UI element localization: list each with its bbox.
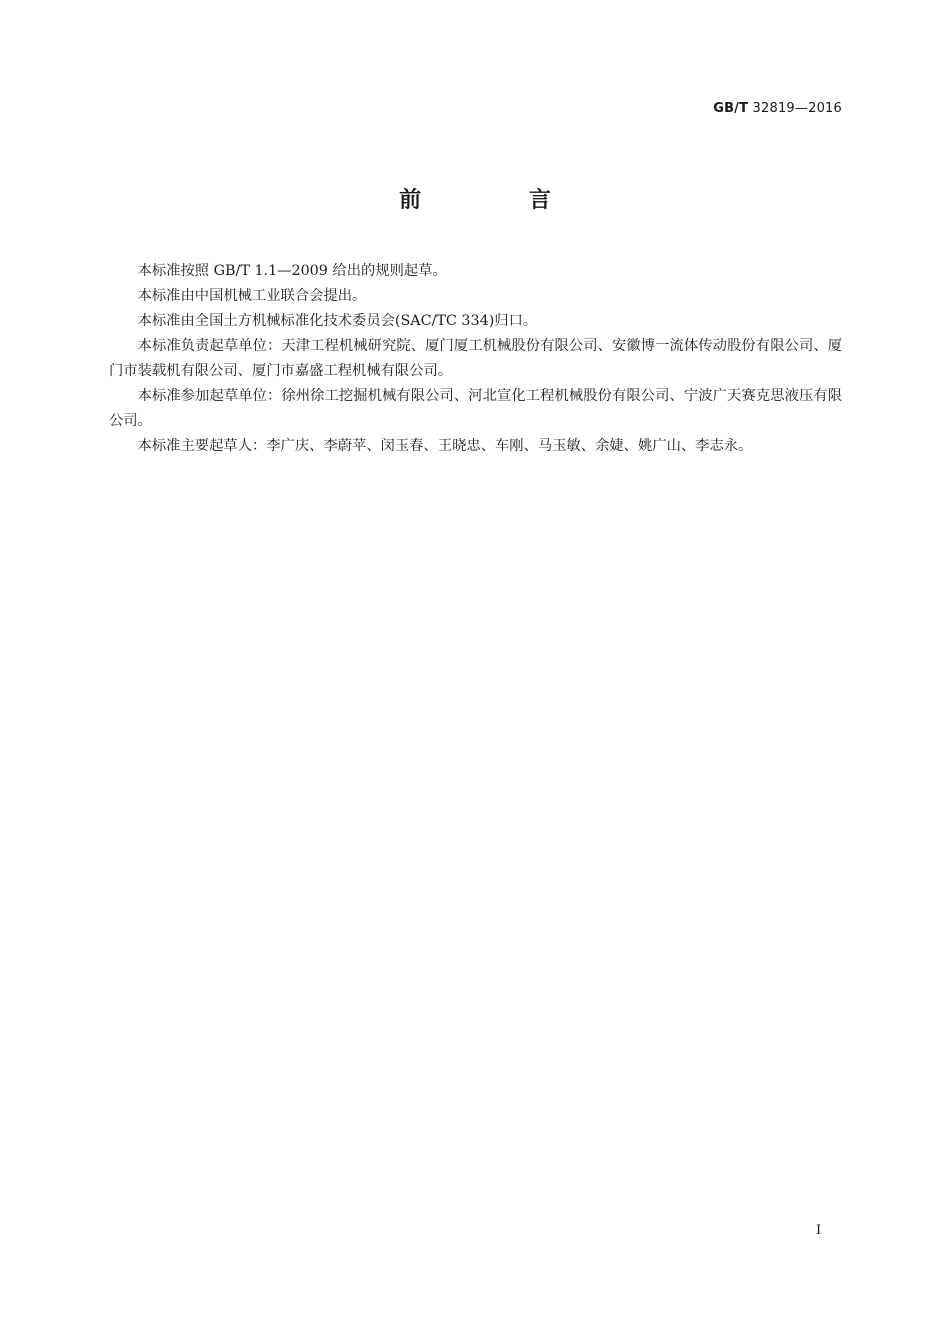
paragraph-main-drafters: 本标准主要起草人：李广庆、李蔚苹、闵玉春、王晓忠、车刚、马玉敏、余婕、姚广山、李志永。 (137, 438, 753, 454)
standard-code: GB/T (713, 101, 749, 116)
paragraph-proposed-by: 本标准由中国机械工业联合会提出。 (137, 288, 367, 304)
paragraph-main-drafters-units: 本标准负责起草单位：天津工程机械研究院、厦门厦工机械股份有限公司、安徽博一流体传动股份有限公司、厦门市装载机有限公司、厦门市嘉盛工程机械有限公司。 (109, 338, 842, 379)
foreword-body (109, 259, 842, 459)
paragraph-under-jurisdiction: 本标准由全国土方机械标准化技术委员会(SAC/TC 334)归口。 (137, 313, 538, 329)
standard-number (713, 101, 842, 116)
standard-year-number: 32819—2016 (752, 101, 842, 116)
page-title: 前 言 (399, 188, 601, 213)
paragraph-drafting-rules: 本标准按照 GB/T 1.1—2009 给出的规则起草。 (137, 263, 447, 279)
paragraph-participating-units: 本标准参加起草单位：徐州徐工挖掘机械有限公司、河北宣化工程机械股份有限公司、宁波广天赛克思液压有限公司。 (109, 388, 842, 429)
page-number: I (816, 1223, 822, 1238)
